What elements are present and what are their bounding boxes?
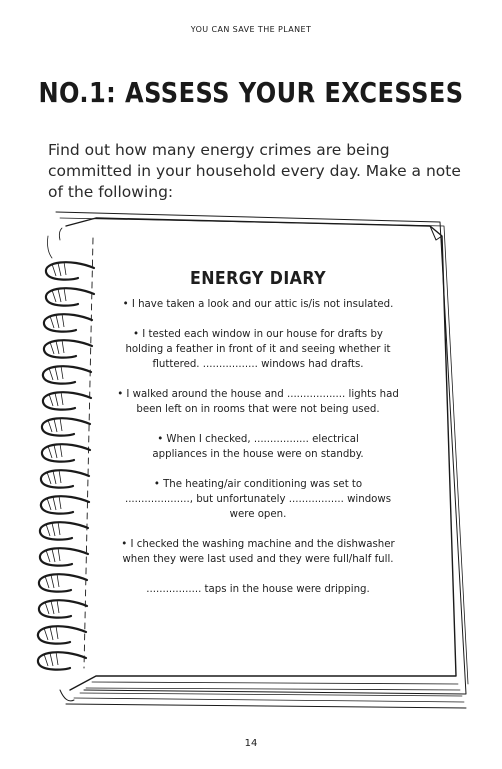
diary-entry-washing-machine: • I checked the washing machine and the dishwasher when they were last used and they were full/half full.: [121, 539, 395, 565]
diary-title: ENERGY DIARY: [189, 268, 327, 289]
diary-entry-heating: • The heating/air conditioning was set to ...................., but unfortunately ................. windows were open.: [124, 479, 392, 520]
running-head: YOU CAN SAVE THE PLANET: [190, 25, 312, 34]
diary-entry-windows: • I tested each window in our house for drafts by holding a feather in front of it and seeing whether it fluttered. ................. windows had drafts.: [125, 329, 391, 370]
diary-entry-lights: • I walked around the house and .................. lights had been left on in rooms that were not being used.: [117, 389, 399, 415]
energy-diary: [108, 268, 408, 612]
page-number: 14: [244, 738, 258, 749]
diary-entry-attic: • I have taken a look and our attic is/is not insulated.: [122, 299, 394, 310]
diary-entry-appliances: • When I checked, ................. electrical appliances in the house were on standby.: [152, 434, 364, 460]
page-title: NO.1: ASSESS YOUR EXCESSES: [38, 76, 464, 109]
diary-entry-taps: ................. taps in the house were dripping.: [146, 584, 370, 595]
intro-paragraph: Find out how many energy crimes are being committed in your household every day. Make a note of the following:: [48, 141, 461, 201]
